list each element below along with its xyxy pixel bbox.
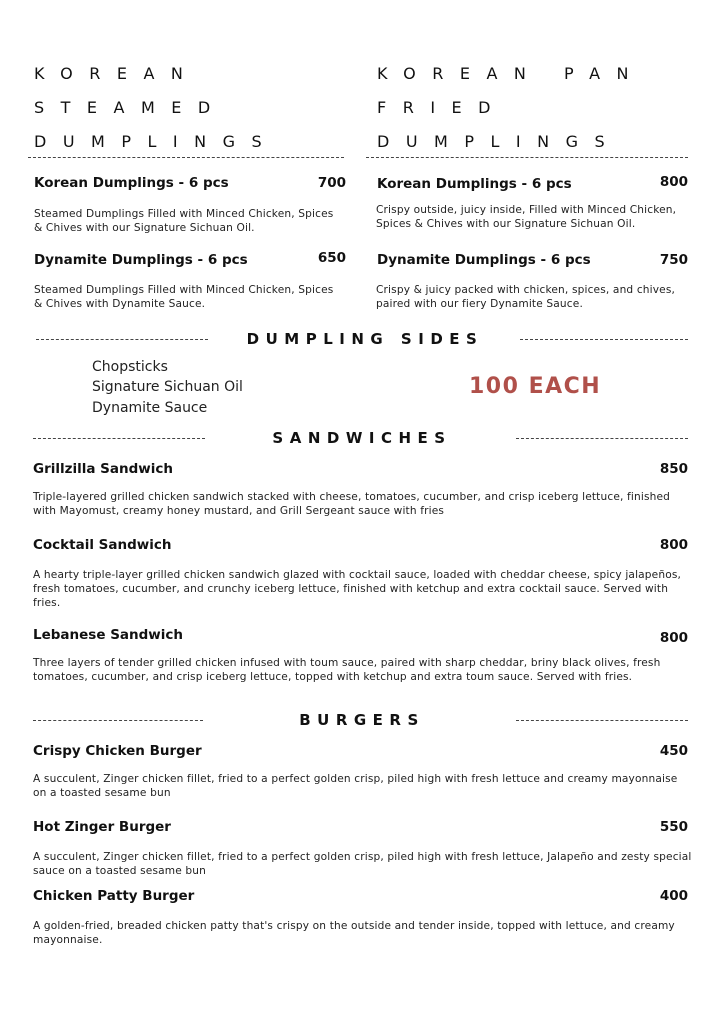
- burger-2-price: 550: [659, 819, 688, 835]
- sides-divider-right: [520, 339, 688, 340]
- panfried-item-1-name: Korean Dumplings - 6 pcs: [377, 176, 572, 192]
- panfried-title-line-1: KOREAN PAN: [377, 64, 645, 83]
- steamed-item-1-name: Korean Dumplings - 6 pcs: [34, 175, 229, 191]
- sandwich-1-desc: Triple-layered grilled chicken sandwich stacked with cheese, tomatoes, cucumber, and crisp iceberg lettuce, finished with Mayomust, creamy honey mustard, and Grill Sergeant sauce with fries: [33, 491, 671, 517]
- sandwich-3-desc: Three layers of tender grilled chicken infused with toum sauce, paired with sharp cheddar, briny black olives, fresh tomatoes, cucumber, and crisp iceberg lettuce, topped with ketchup and extra toum sauce. Served with fries.: [33, 657, 661, 683]
- steamed-item-1-desc: Steamed Dumplings Filled with Minced Chicken, Spices & Chives with our Signature Sichuan Oil.: [34, 208, 334, 234]
- side-item-chopsticks: Chopsticks: [92, 359, 168, 375]
- panfried-title-line-3: DUMPLINGS: [377, 132, 622, 151]
- steamed-title-line-2: STEAMED: [34, 98, 227, 117]
- steamed-item-2-desc: Steamed Dumplings Filled with Minced Chicken, Spices & Chives with Dynamite Sauce.: [34, 284, 334, 310]
- sides-section-title: DUMPLING SIDES: [246, 330, 484, 348]
- sandwich-2-desc: A hearty triple-layer grilled chicken sandwich glazed with cocktail sauce, loaded with cheddar cheese, spicy jalapeños, fresh tomatoes, cucumber, and crunchy iceberg lettuce, finished with ketchup and extra cocktail sauce. Served with fries.: [33, 569, 682, 609]
- burger-2-name: Hot Zinger Burger: [33, 819, 171, 835]
- sides-price-label: 100 EACH: [469, 374, 602, 399]
- burger-2-desc: A succulent, Zinger chicken fillet, fried to a perfect golden crisp, piled high with fresh lettuce, Jalapeño and zesty special sauce on a toasted sesame bun: [33, 851, 692, 877]
- panfried-item-2-name: Dynamite Dumplings - 6 pcs: [377, 252, 591, 268]
- sandwich-2-name: Cocktail Sandwich: [33, 537, 172, 553]
- side-item-dynamite-sauce: Dynamite Sauce: [92, 400, 208, 416]
- burger-3-name: Chicken Patty Burger: [33, 888, 195, 904]
- sandwich-1-name: Grillzilla Sandwich: [33, 461, 173, 477]
- sandwiches-divider-left: [33, 438, 205, 439]
- panfried-item-1-price: 800: [659, 174, 688, 190]
- steamed-item-2-name: Dynamite Dumplings - 6 pcs: [34, 252, 248, 268]
- sandwich-3-name: Lebanese Sandwich: [33, 627, 184, 643]
- burger-1-desc: A succulent, Zinger chicken fillet, fried to a perfect golden crisp, piled high with fresh lettuce and creamy mayonnaise on a toasted sesame bun: [33, 773, 678, 799]
- sandwich-3-price: 800: [659, 630, 688, 646]
- steamed-item-2-price: 650: [317, 250, 346, 266]
- sandwiches-divider-right: [516, 438, 688, 439]
- burgers-divider-left: [33, 720, 203, 721]
- burger-1-price: 450: [659, 743, 688, 759]
- sandwich-1-price: 850: [659, 461, 688, 477]
- sandwich-2-price: 800: [659, 537, 688, 553]
- steamed-title-divider: [28, 157, 344, 158]
- burger-1-name: Crispy Chicken Burger: [33, 743, 202, 759]
- steamed-title-line-1: KOREAN: [34, 64, 200, 83]
- sides-divider-left: [36, 339, 208, 340]
- steamed-item-1-price: 700: [317, 175, 346, 191]
- panfried-title-divider: [366, 157, 688, 158]
- burgers-divider-right: [516, 720, 688, 721]
- panfried-item-2-price: 750: [659, 252, 688, 268]
- panfried-item-1-desc: Crispy outside, juicy inside, Filled with Minced Chicken, Spices & Chives with our Signature Sichuan Oil.: [376, 204, 677, 230]
- burger-3-price: 400: [659, 888, 688, 904]
- sandwiches-section-title: SANDWICHES: [272, 429, 452, 447]
- side-item-sichuan-oil: Signature Sichuan Oil: [92, 379, 243, 395]
- panfried-title-line-2: FRIED: [377, 98, 507, 117]
- burger-3-desc: A golden-fried, breaded chicken patty that's crispy on the outside and tender inside, topped with lettuce, and creamy mayonnaise.: [33, 920, 675, 946]
- burgers-section-title: BURGERS: [299, 711, 425, 729]
- steamed-title-line-3: DUMPLINGS: [34, 132, 279, 151]
- panfried-item-2-desc: Crispy & juicy packed with chicken, spices, and chives, paired with our fiery Dynamite Sauce.: [376, 284, 676, 310]
